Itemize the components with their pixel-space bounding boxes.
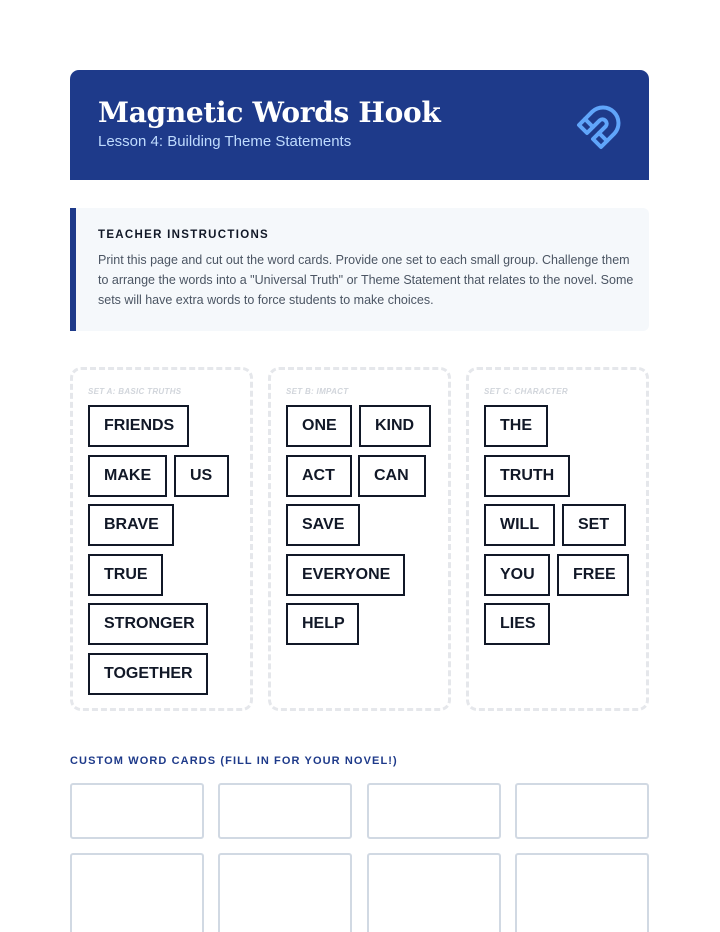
instructions-heading: TEACHER INSTRUCTIONS xyxy=(98,229,270,241)
word-set-b xyxy=(268,367,451,711)
word-card[interactable]: THE xyxy=(484,405,548,447)
word-card[interactable]: SAVE xyxy=(286,504,360,546)
word-card[interactable]: ACT xyxy=(286,455,352,497)
word-card[interactable]: TOGETHER xyxy=(88,653,208,695)
set-label: SET C: CHARACTER xyxy=(484,387,568,396)
word-card[interactable]: STRONGER xyxy=(88,603,208,645)
word-card[interactable]: TRUTH xyxy=(484,455,570,497)
custom-cards-heading: CUSTOM WORD CARDS (FILL IN FOR YOUR NOVEL!) xyxy=(70,755,398,767)
word-card[interactable]: YOU xyxy=(484,554,550,596)
word-card[interactable]: LIES xyxy=(484,603,550,645)
word-card[interactable]: SET xyxy=(562,504,626,546)
instructions-text: Print this page and cut out the word cards. Provide one set to each small group. Challenge them to arrange the words into a "Universal Truth" or Theme Statement that relates to the novel. Some sets will have extra words to force students to make choices. xyxy=(98,253,634,307)
word-set-a xyxy=(70,367,253,711)
word-card[interactable]: CAN xyxy=(358,455,426,497)
word-card[interactable]: BRAVE xyxy=(88,504,174,546)
word-card[interactable]: ONE xyxy=(286,405,352,447)
blank-word-card[interactable] xyxy=(367,783,501,839)
blank-word-card[interactable] xyxy=(70,853,204,932)
word-card[interactable]: MAKE xyxy=(88,455,167,497)
teacher-instructions-box xyxy=(70,208,649,331)
blank-word-card[interactable] xyxy=(515,783,649,839)
blank-word-card[interactable] xyxy=(218,853,352,932)
lesson-header xyxy=(70,70,649,180)
word-card[interactable]: US xyxy=(174,455,229,497)
blank-word-card[interactable] xyxy=(515,853,649,932)
word-set-c xyxy=(466,367,649,711)
page-title: Magnetic Words Hook xyxy=(98,96,441,129)
word-card[interactable]: EVERYONE xyxy=(286,554,405,596)
blank-word-card[interactable] xyxy=(70,783,204,839)
word-card[interactable]: TRUE xyxy=(88,554,163,596)
blank-word-card[interactable] xyxy=(367,853,501,932)
word-card[interactable]: HELP xyxy=(286,603,359,645)
set-label: SET B: IMPACT xyxy=(286,387,349,396)
word-card[interactable]: KIND xyxy=(359,405,431,447)
lesson-subtitle: Lesson 4: Building Theme Statements xyxy=(98,133,352,150)
magnet-icon xyxy=(575,103,623,151)
word-card[interactable]: WILL xyxy=(484,504,555,546)
word-card[interactable]: FRIENDS xyxy=(88,405,189,447)
word-card[interactable]: FREE xyxy=(557,554,629,596)
blank-word-card[interactable] xyxy=(218,783,352,839)
set-label: SET A: BASIC TRUTHS xyxy=(88,387,182,396)
